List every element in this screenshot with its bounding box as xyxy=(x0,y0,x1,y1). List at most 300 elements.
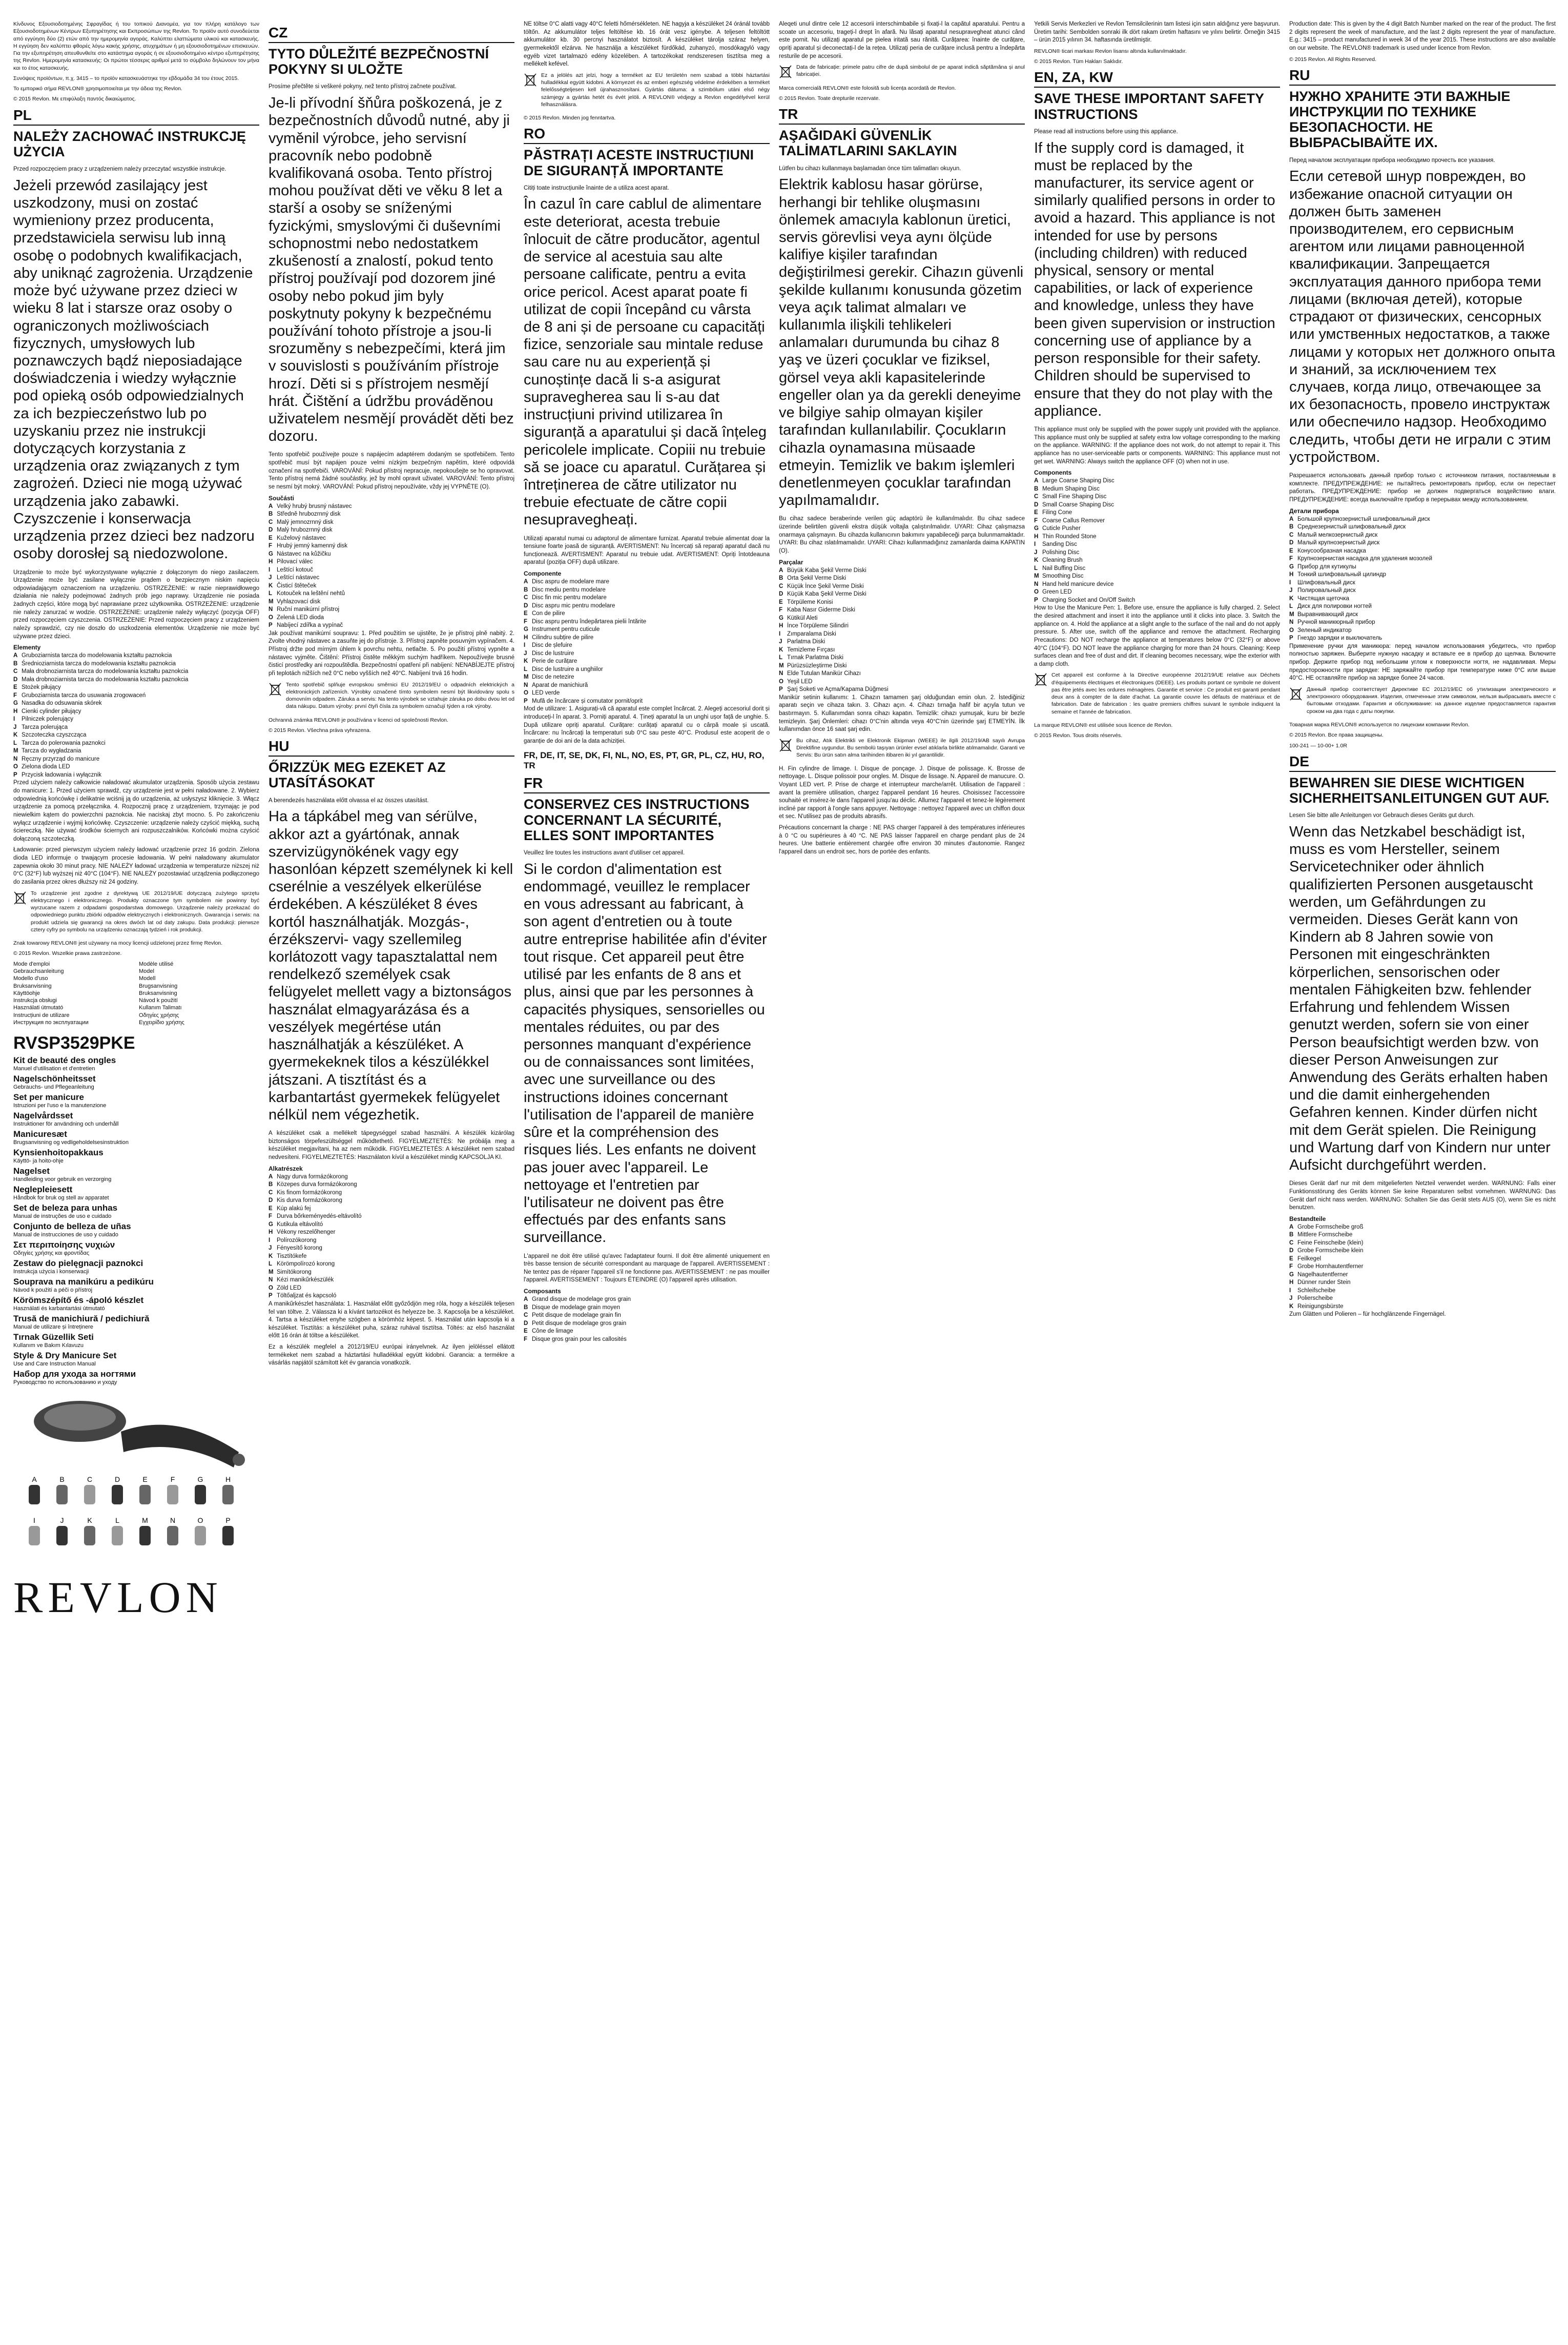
component-item xyxy=(779,654,1025,662)
component-label: Kutikula eltávolító xyxy=(277,1221,323,1228)
component-item xyxy=(269,1253,514,1261)
hu-copyright: © 2015 Revlon. Minden jog fenntartva. xyxy=(524,115,616,121)
component-label: Hrubý jemný kamenný disk xyxy=(277,543,348,549)
component-item xyxy=(1289,611,1556,619)
component-item xyxy=(1034,573,1280,581)
component-label: Körömpolírozó korong xyxy=(277,1261,335,1268)
greek-warranty-text: Κίνδυνος Εξουσιοδοτημένης Σφραγίδας ή του τοπικού Διανομέα, για τον πλήρη κατάλογο των Εξουσιοδοτημένων Κέντρων Εξυπηρέτησης και Εκπροσώπων της Revlon. Το προϊόν αυτό συνοδεύεται από εγγύηση δύο (2) ετών από την ημερομηνία αγοράς. Καλύπτει ελαττώματα υλικού και κατασκευής. Η εγγύηση δεν καλύπτει φθορές λόγω κακής χρήσης, ατυχημάτων ή μη εξουσιοδοτημένων επισκευών. Για την εξυπηρέτηση απευθυνθείτε στο κατάστημα αγοράς ή σε εξουσιοδοτημένο κέντρο εξυπηρέτησης της Revlon. Ημερομηνία κατασκευής: Οι πρώτοι τέσσερις αριθμοί μετά το σύμβολο δηλώνουν τον μήνα και το έτος κατασκευής. xyxy=(13,21,259,71)
component-letter: M xyxy=(13,748,18,755)
hu-language-code: HU xyxy=(269,738,290,755)
component-item xyxy=(1289,1287,1556,1295)
component-label: Чистящая щеточка xyxy=(1297,595,1349,602)
component-label: Nabíjecí zdířka a vypínač xyxy=(277,622,343,629)
hu-instructions-1: A készüléket csak a mellékelt tápegységgel szabad használni. A készülék kizárólag biztonságos törpefeszültséggel működtethető. FIGYELMEZTETÉS: Ne próbálja meg a készüléket megjavítani, ha az nem működik. FIGYELMEZTETÉS: A készüléket nem szabad nedvesíteni. FIGYELMEZTETÉS: Használaton kívül a készüléket mindig KAPCSOLJA KI. xyxy=(269,1130,514,1161)
component-label: Cienki cylinder piłujący xyxy=(22,708,81,715)
de-components-title: Bestandteile xyxy=(1289,1215,1326,1222)
model-language-item: Modello d'uso xyxy=(13,975,48,982)
greek-trademark: Το εμπορικό σήμα REVLON® χρησιμοποιείται με την άδεια της Revlon. xyxy=(13,86,182,92)
attachment-letter-label: J xyxy=(60,1516,64,1525)
component-label: Hand held manicure device xyxy=(1042,581,1114,587)
cz-copyright: © 2015 Revlon. Všechna práva vyhrazena. xyxy=(269,727,371,733)
component-item xyxy=(269,1173,514,1181)
product-name: Körömszépítő és -ápoló készlet xyxy=(13,1295,144,1306)
ru-instructions-2: Применение ручки для маникюра: перед началом использования убедитесь, что прибор полностью заряжен. Выберите нужную насадку и вставьте ее в прибор до щелчка. Включите прибор. Держите прибор под небольшим углом к поверхности ногтя, не надавливая. Меры предосторожности при зарядке: НЕ заряжайте прибор при температуре ниже 0°C или выше 40°C. НЕ оставляйте прибор на зарядке более 24 часов. xyxy=(1289,643,1556,682)
tr-instructions-1: Bu cihaz sadece beraberinde verilen güç adaptörü ile kullanılmalıdır. Bu cihaz sadece üzerinde belirtilen güvenli ekstra düşük voltajla çalıştırılmalıdır. UYARI: Cihaz çalışmazsa onarmaya çalışmayın. Bu cihazda kullanıcının bakımını yapabileceği parça bulunmamaktadır. UYARI: Bu cihaz ıslatılmamalıdır. UYARI: Cihazı kullanmadığınız zamanlarda daima KAPATIN (O). xyxy=(779,516,1025,554)
component-label: Büyük Kaba Şekil Verme Diski xyxy=(787,567,866,574)
greek-copyright: © 2015 Revlon. Με επιφύλαξη παντός δικαιώματος. xyxy=(13,96,136,103)
ro-continued: Aleqeti unul dintre cele 12 accesorii interschimbabile și fixați-l la capătul aparatului. Pentru a scoate un accesoriu, trageți-l drept în afară. Nu lăsați aparatul nesupravegheat atunci când este pornit. Nu utilizați aparatul pe pielea iritată sau rănită. Curățarea: înainte de curățare, opriți aparatul și deconectați-l de la rețea. Utilizați peria de curățare inclusă pentru a îndepărta resturile de pe accesorii. xyxy=(779,21,1025,59)
component-item xyxy=(13,716,259,724)
component-item xyxy=(524,650,770,658)
component-label: Malý jemnozrnný disk xyxy=(277,519,334,525)
component-label: Disc de șlefuire xyxy=(532,642,572,649)
en-language-code: EN, ZA, KW xyxy=(1034,69,1113,86)
product-subtitle: Gebrauchs- und Pflegeanleitung xyxy=(13,1084,94,1091)
component-letter: G xyxy=(269,550,273,557)
en-heading: SAVE THESE IMPORTANT SAFETY INSTRUCTIONS xyxy=(1034,91,1264,122)
ru-safety-warning: Если сетевой шнур поврежден, во избежание опасной ситуации он должен быть заменен производителем, его сервисным агентом или лицами равноценной квалификации. Запрещается эксплуатация данного прибора теми лицами (включая детей), которые страдают от физических, сенсорных или умственных недостатков, а также лицами у которых нет должного опыта и знаний, за исключением тех случаев, когда лицо, отвечающее за их безопасность, провело инструктаж или обеспечило надзор. Необходимо следить, чтобы дети не играли с этим устройством. xyxy=(1289,168,1556,465)
component-label: Малый мелкозернистый диск xyxy=(1297,532,1378,538)
component-letter: J xyxy=(1289,1295,1293,1302)
pl-disposal-block xyxy=(13,890,259,937)
tr-safety-warning: Elektrik kablosu hasar görürse, herhangi bir tehlike oluşmasını önlemek amacıyla kablonun üretici, servis görevlisi veya aynı ölçüde kalifiye kişiler tarafından değiştirilmesi gerekir. Cihazın güvenli şekilde kullanımı konusunda gözetim veya açık talimat almaları ve kullanımla ilişkili tehlikeleri anlamaları durumunda bu cihaz 8 yaş ve üzeri çocuklar ve fiziksel, görsel veya akli kapasitelerinde engeller olan ya da gerekli deneyime ve bilgiye sahip olmayan kişiler tarafından kullanılabilir. Çocukların cihazla oynamasına müsaade etmeyin. Temizlik ve bakım işlemleri denetlenmeyen çocuklar tarafından yapılmamalıdır. xyxy=(779,176,1024,509)
component-letter: B xyxy=(269,1181,273,1188)
component-letter: L xyxy=(524,666,528,672)
attachment-letter-label: E xyxy=(142,1475,148,1484)
component-item xyxy=(269,590,514,598)
component-label: Şarj Soketi ve Açma/Kapama Düğmesi xyxy=(787,686,889,693)
hu-components-title: Alkatrészek xyxy=(269,1165,303,1172)
component-letter: I xyxy=(1034,541,1036,548)
component-letter: L xyxy=(269,1261,273,1268)
component-item xyxy=(13,676,259,684)
component-letter: C xyxy=(13,668,18,675)
component-item xyxy=(779,678,1025,686)
component-item xyxy=(779,615,1025,623)
component-item xyxy=(524,578,770,586)
attachment-letter-label: M xyxy=(142,1516,148,1525)
component-label: Pilniczek polerujący xyxy=(22,716,73,723)
component-item xyxy=(1289,1239,1556,1248)
product-subtitle: Instruktioner för användning och underhåll xyxy=(13,1121,119,1128)
component-label: Tarcza polerująca xyxy=(22,724,68,730)
component-item xyxy=(779,686,1025,694)
column-4 xyxy=(779,21,1025,2324)
component-label: Küçük Kaba Şekil Verme Diski xyxy=(787,591,866,598)
component-label: Gruboziarnista tarcza do modelowania kształtu paznokcia xyxy=(22,652,172,659)
component-label: Disc aspru mic pentru modelare xyxy=(532,602,615,609)
component-item xyxy=(269,1213,514,1221)
fr-trademark: La marque REVLON® est utilisée sous licence de Revlon. xyxy=(1034,722,1173,728)
component-label: Nail Buffing Disc xyxy=(1042,565,1086,572)
component-label: LED verde xyxy=(532,690,560,697)
language-list: FR, DE, IT, SE, DK, FI, NL, NO, ES, PT, GR, PL, CZ, HU, RO, TR xyxy=(524,750,765,771)
attachment-letter-label: F xyxy=(170,1475,175,1484)
fr-copyright: © 2015 Revlon. Tous droits réservés. xyxy=(1034,732,1123,739)
component-item xyxy=(269,1269,514,1277)
tr-disposal-block xyxy=(779,737,1025,762)
component-item xyxy=(13,660,259,668)
ro-instructions-2: Mod de utilizare: 1. Asigurați-vă că aparatul este complet încărcat. 2. Alegeți accesoriul dorit și introduceți-l în aparat. 3. Porniți aparatul. 4. Țineți aparatul la un unghi ușor față de unghie. 5. După utilizare opriți aparatul. Curățare: curățați aparatul cu o cârpă moale și uscată. Încărcare: nu încărcați la temperaturi sub 0°C sau peste 40°C. Produsul este acoperit de o garanție de doi ani de la data achiziției. xyxy=(524,706,770,744)
ro-intro: Citiți toate instrucțiunile înainte de a utiliza acest aparat. xyxy=(524,185,669,191)
component-item xyxy=(1289,516,1556,524)
component-letter: A xyxy=(524,579,528,585)
component-item xyxy=(524,698,770,706)
component-letter: G xyxy=(1034,525,1039,532)
en-components-list xyxy=(1034,477,1280,604)
component-item xyxy=(269,598,514,606)
component-label: Kézi manikűrkészülék xyxy=(277,1277,334,1283)
fr-language-code: FR xyxy=(524,775,543,791)
product-name: Kit de beauté des ongles xyxy=(13,1055,116,1066)
component-label: Kúp alakú fej xyxy=(277,1205,311,1212)
component-item xyxy=(1289,1263,1556,1271)
greek-date-text: Συνόψεις προϊόντων, π.χ. 3415 – το προϊόν κατασκευάστηκε την εβδομάδα 34 του έτους 2015. xyxy=(13,75,239,81)
component-letter: I xyxy=(779,630,781,637)
attachment-letter-label: P xyxy=(225,1516,231,1525)
column-6 xyxy=(1289,21,1556,2324)
component-label: Tarcza do polerowania paznokci xyxy=(22,740,106,746)
component-letter: I xyxy=(524,642,526,649)
component-item xyxy=(13,771,259,780)
component-item xyxy=(1034,533,1280,541)
component-label: Cuticle Pusher xyxy=(1042,525,1081,532)
component-letter: M xyxy=(1289,611,1294,618)
pl-components-title: Elementy xyxy=(13,644,41,651)
component-label: Pürüzsüzleştirme Diski xyxy=(787,662,847,669)
component-item xyxy=(1289,635,1556,643)
component-letter: H xyxy=(1034,533,1039,540)
product-name: Manicuresæt xyxy=(13,1129,67,1139)
component-item xyxy=(13,708,259,716)
component-letter: C xyxy=(1289,532,1294,538)
component-label: Nagelhautentferner xyxy=(1297,1271,1348,1278)
product-name: Nagelvårdsset xyxy=(13,1111,73,1121)
component-letter: G xyxy=(1289,563,1294,570)
component-letter: P xyxy=(13,771,17,778)
component-letter: C xyxy=(1289,1239,1294,1246)
tr-intro: Lütfen bu cihazı kullanmaya başlamadan önce tüm talimatları okuyun. xyxy=(779,165,961,172)
component-item xyxy=(269,582,514,590)
crossed-bin-icon xyxy=(1289,686,1303,701)
component-label: Yeşil LED xyxy=(787,678,813,685)
component-label: Nasadka do odsuwania skórek xyxy=(22,700,102,707)
model-languages-grid xyxy=(13,961,259,1027)
model-language-item: Bruksanvisning xyxy=(139,990,177,996)
component-label: Disc aspru de modelare mare xyxy=(532,579,609,585)
component-item xyxy=(13,692,259,700)
component-item xyxy=(13,763,259,771)
component-letter: C xyxy=(524,595,528,601)
component-item xyxy=(524,658,770,666)
component-letter: J xyxy=(269,1245,272,1252)
component-item xyxy=(1034,517,1280,525)
component-letter: K xyxy=(1289,595,1294,602)
component-label: Nástavec na kůžičku xyxy=(277,550,331,557)
component-label: Vyhlazovací disk xyxy=(277,598,321,605)
tr-instructions-2: Manikür setinin kullanımı: 1. Cihazın tamamen şarj olduğundan emin olun. 2. İstediğiniz aparatı seçin ve cihaza takın. 3. Cihazı açın. 4. Cihazı tırnağa hafif bir açıyla tutun ve bastırmayın. 5. Kullanımdan sonra cihazı kapatın. Temizlik: cihazı yumuşak, kuru bir bezle temizleyin. Şarj Önlemleri: cihazı 0°C'nin altında veya 40°C'nin üzerinde şarj ETMEYİN. İlk kullanımdan önce 16 saat şarj edin. xyxy=(779,694,1025,733)
component-item xyxy=(1289,587,1556,595)
component-letter: I xyxy=(1289,579,1291,586)
component-letter: A xyxy=(779,567,783,574)
component-item xyxy=(524,666,770,674)
component-label: Con de pilire xyxy=(532,610,565,617)
component-item xyxy=(1289,1255,1556,1263)
pl-language-code: PL xyxy=(13,107,32,123)
product-name: Style & Dry Manicure Set xyxy=(13,1351,117,1361)
component-label: Leštící kotouč xyxy=(277,566,313,573)
component-item xyxy=(269,1221,514,1229)
component-label: Perie de curățare xyxy=(532,658,577,665)
component-letter: I xyxy=(269,1237,271,1243)
component-label: Ручной маникюрный прибор xyxy=(1297,619,1375,626)
component-letter: O xyxy=(13,764,18,770)
component-item xyxy=(269,1276,514,1284)
pl-instructions-3: Ładowanie: przed pierwszym użyciem należy ładować urządzenie przez 16 godzin. Zielona dioda LED informuje o trwającym procesie ładowania. W pełni naładowany akumulator zapewnia około 30 minut pracy. NIE NALEŻY ładować urządzenia w temperaturze niższej niż 0°C (32°F) lub wyższej niż 40°C (104°F). NIE NALEŻY pozostawiać urządzenia podłączonego do zasilania przez okres dłuższy niż 24 godziny. xyxy=(13,847,259,885)
hu-disposal-text: Ez a jelölés azt jelzi, hogy a terméket az EU területén nem szabad a többi háztartási hulladékkal együtt kidobni. A környezet és az emberi egészség védelme érdekében a terméket felelősségteljesen kell újrahasznosítani. Gyártás dátuma: a szimbólum utáni első négy számjegy a gyártás hetét és évét jelöli. A REVLON® védjegy a Revlon engedélyével kerül felhasználásra. xyxy=(541,72,770,108)
product-subtitle: Manual de instrucciones de uso y cuidado xyxy=(13,1232,118,1238)
component-label: Kuželový nástavec xyxy=(277,535,326,541)
component-label: Kotouček na leštění nehtů xyxy=(277,590,345,597)
component-label: Тонкий шлифовальный цилиндр xyxy=(1297,572,1387,578)
hu-disposal-block xyxy=(524,72,770,111)
model-language-item: Mode d'emploi xyxy=(13,961,50,967)
component-item xyxy=(269,614,514,622)
attachment-letter-label: O xyxy=(197,1516,203,1525)
model-language-item: Εγχειρίδιο χρήσης xyxy=(139,1019,184,1026)
pl-trademark: Znak towarowy REVLON® jest używany na mocy licencji udzielonej przez firmę Revlon. xyxy=(13,940,223,947)
component-letter: A xyxy=(269,1173,273,1180)
component-letter: N xyxy=(1034,581,1039,587)
component-letter: G xyxy=(13,700,18,707)
component-item xyxy=(524,602,770,610)
cz-components-title: Součásti xyxy=(269,494,295,502)
crossed-bin-icon xyxy=(269,681,282,697)
model-language-item: Gebrauchsanleitung xyxy=(13,968,64,974)
component-label: Ręczny przyrząd do manicure xyxy=(22,756,100,762)
component-item xyxy=(1289,1231,1556,1239)
component-item xyxy=(269,535,514,543)
component-item xyxy=(269,1181,514,1189)
ro-instructions-1: Utilizați aparatul numai cu adaptorul de alimentare furnizat. Aparatul trebuie alimentat doar la tensiune foarte joasă de siguranță. AVERTISMENT: Nu încercați să reparați aparatul dacă nu funcționează. AVERTISMENT: Aparatul nu trebuie udat. AVERTISMENT: Opriți întotdeauna aparatul (poziția OFF) după utilizare. xyxy=(524,535,770,566)
component-label: Instrument pentru cuticule xyxy=(532,626,600,633)
component-letter: E xyxy=(1034,509,1038,516)
component-item xyxy=(269,1229,514,1237)
component-item xyxy=(269,1292,514,1300)
component-label: Green LED xyxy=(1042,589,1072,596)
component-label: Feilkegel xyxy=(1297,1255,1322,1262)
component-item xyxy=(779,575,1025,583)
component-label: Polierscheibe xyxy=(1297,1295,1333,1302)
attachment-letter-label: B xyxy=(59,1475,65,1484)
fr-intro: Veuillez lire toutes les instructions avant d'utiliser cet appareil. xyxy=(524,850,685,857)
product-subtitle: Manual de utilizare și întreținere xyxy=(13,1324,93,1331)
component-letter: H xyxy=(269,559,273,565)
component-item xyxy=(1289,563,1556,572)
component-label: Stożek piłujący xyxy=(22,684,61,691)
component-item xyxy=(1034,597,1280,605)
component-item xyxy=(1289,555,1556,563)
product-name: Set per manicure xyxy=(13,1092,84,1103)
section-divider xyxy=(1034,87,1280,88)
component-item xyxy=(269,550,514,559)
component-item xyxy=(779,567,1025,575)
product-name: Nagelset xyxy=(13,1166,50,1176)
component-label: Medium Shaping Disc xyxy=(1042,485,1100,492)
section-divider xyxy=(524,792,770,793)
en-instructions-2: How to Use the Manicure Pen: 1. Before use, ensure the appliance is fully charged. 2. Select the desired attachment and insert it into the appliance until it clicks into place. 3. Switch the appliance on. 4. Hold the appliance at a slight angle to the surface of the nail and do not apply pressure. 5. After use, switch off the appliance and remove the attachment. Recharging Precautions: DO NOT recharge the appliance at temperatures below 0°C (32°F) or above 40°C (104°F). DO NOT leave the appliance charging for more than 24 hours. Cleaning: Keep surfaces clean and free of dust and dirt. If cleaning becomes necessary, wipe the exterior with a damp cloth. xyxy=(1034,605,1280,667)
component-letter: P xyxy=(1034,597,1038,603)
cz-disposal-text: Tento spotřebič splňuje evropskou směrnici EU 2012/19/EU o odpadních elektrických a elektronických zařízeních. Výrobky označené tímto symbolem nesmí být likvidovány spolu s domovním odpadem. Záruka a servis: Na tento výrobek se vztahuje záruka po dobu dvou let od data nákupu. Datum výroby: první čtyři čísla za symbolem označují týden a rok výroby. xyxy=(286,681,514,710)
component-label: Törpüleme Konisi xyxy=(787,599,833,605)
component-item xyxy=(1034,509,1280,517)
attachment-letter-label: H xyxy=(225,1475,231,1484)
component-item xyxy=(13,668,259,676)
component-label: Zöld LED xyxy=(277,1284,301,1291)
cz-language-code: CZ xyxy=(269,25,288,40)
component-letter: H xyxy=(1289,572,1294,578)
product-subtitle: Kullanım ve Bakım Kılavuzu xyxy=(13,1342,84,1349)
pl-instructions-1: Urządzenie to może być wykorzystywane wyłącznie z dołączonym do niego zasilaczem. Urządzenie może być zasilane wyłącznie prądem o bezpiecznym niskim napięciu odpowiadającym oznaczeniom na urządzeniu. OSTRZEŻENIE: w razie nieprawidłowego działania nie należy podejmować żadnych prób jego naprawy. Urządzenie nie posiada żadnych części, które mogą być naprawiane przez użytkownika. OSTRZEŻENIE: urządzenie nie należy zanurzać w wodzie. OSTRZEŻENIE: urządzenie należy wyłączyć (pozycja OFF) przed rozpoczęciem czyszczenia. OSTRZEŻENIE: Przed rozpoczęciem pracy z urządzeniem należy sprawdzić, czy nie doszło do uszkodzenia elementów. Urządzenie nie może być używane przez dzieci. xyxy=(13,569,259,640)
component-letter: N xyxy=(779,670,783,677)
de-heading: BEWAHREN SIE DIESE WICHTIGEN SICHERHEITSANLEITUNGEN GUT AUF. xyxy=(1289,774,1550,806)
component-letter: C xyxy=(269,519,273,525)
component-letter: B xyxy=(1289,524,1294,531)
component-item xyxy=(1289,532,1556,540)
product-name: Neglepleiesett xyxy=(13,1185,73,1195)
component-letter: M xyxy=(1034,573,1039,580)
fr-safety-warning: Si le cordon d'alimentation est endommagé, veuillez le remplacer en vous adressant au fabricant, à son agent d'entretien ou à toute autre entreprise habilitée afin d'éviter tout risque. Cet appareil peut être utilisé par les enfants de 8 ans et plus, ainsi que par les personnes à capacités physiques, sensorielles ou mentales réduites, ou par des personnes manquant d'expérience ou de connaissances sont limitées, avec une surveillance ou des instructions idoines concernant l'utilisation de l'appareil de manière sûre et la compréhension des risques liés. Les enfants ne doivent pas jouer avec l'appareil. Le nettoyage et l'entretien par l'utilisateur ne doivent pas être effectués par des enfants sans surveillance. xyxy=(524,861,767,1246)
component-letter: F xyxy=(1034,517,1038,524)
component-item xyxy=(269,526,514,535)
ru-code: 100-241 — 10-00+ 1.0R xyxy=(1289,742,1347,749)
ru-intro: Перед началом эксплуатации прибора необходимо прочесть все указания. xyxy=(1289,157,1495,164)
component-label: Конусообразная насадка xyxy=(1297,547,1366,554)
component-label: Schleifscheibe xyxy=(1297,1287,1336,1294)
component-item xyxy=(524,1328,770,1336)
component-item xyxy=(1034,501,1280,509)
component-item xyxy=(269,519,514,527)
component-label: Küçük İnce Şekil Verme Diski xyxy=(787,583,864,589)
component-item xyxy=(779,622,1025,630)
fr-continued: H. Fin cylindre de limage. I. Disque de ponçage. J. Disque de polissage. K. Brosse de nettoyage. L. Disque polissoir pour ongles. M. Disque de lissage. N. Appareil de manucure. O. Voyant LED vert. P. Prise de charge et interrupteur marche/arrêt. Utilisation de l'appareil : avant la première utilisation, chargez l'appareil pendant 16 heures. Choisissez l'accessoire souhaité et insérez-le dans l'appareil jusqu'au déclic. Allumez l'appareil et tenez-le légèrement incliné par rapport à l'ongle sans appuyer. Nettoyage : nettoyez l'appareil avec un chiffon doux et sec. N'utilisez pas de produits abrasifs. xyxy=(779,765,1025,820)
component-item xyxy=(524,618,770,626)
component-item xyxy=(13,724,259,732)
component-label: Гнездо зарядки и выключатель xyxy=(1297,635,1383,642)
component-item xyxy=(524,594,770,602)
component-letter: M xyxy=(269,598,274,605)
component-label: Zelená LED dioda xyxy=(277,614,324,621)
component-label: Leštící nástavec xyxy=(277,575,320,581)
attachment-shape xyxy=(167,1485,178,1504)
component-item xyxy=(269,1189,514,1197)
component-letter: I xyxy=(1289,1287,1291,1294)
product-name: Nagelschönheitsset xyxy=(13,1074,96,1084)
ru-heading: НУЖНО ХРАНИТЕ ЭТИ ВАЖНЫЕ ИНСТРУКЦИИ ПО ТЕХНИКЕ БЕЗОПАСНОСТИ. НЕ ВЫБРАСЫВАЙТЕ ИХ. xyxy=(1289,88,1511,151)
en-continued: Production date: This is given by the 4 digit Batch Number marked on the rear of the product. The first 2 digits represent the week of manufacture, and the last 2 digits represent the year of manufacture. E.g.: 3415 – product manufactured in week 34 of the year 2015. These instructions are also available on our website. The REVLON® trademark is used under licence from Revlon. xyxy=(1289,21,1556,51)
de-intro: Lesen Sie bitte alle Anleitungen vor Gebrauch dieses Geräts gut durch. xyxy=(1289,812,1475,819)
component-label: Közepes durva formázókorong xyxy=(277,1181,357,1188)
product-name: Trusă de manichiură / pedichiură xyxy=(13,1314,150,1324)
component-letter: B xyxy=(1289,1232,1294,1238)
component-letter: K xyxy=(13,732,18,739)
component-item xyxy=(269,1284,514,1293)
en-instructions-1: This appliance must only be supplied with the power supply unit provided with the appliance. This appliance must only be supplied at safety extra low voltage corresponding to the marking on the appliance. WARNING: If the appliance does not work, do not attempt to repair it. This appliance has no user-serviceable parts or components. WARNING: This appliance must not get wet. WARNING: Always switch the appliance OFF (O) when not in use. xyxy=(1034,426,1280,465)
component-label: Tırnak Parlatma Diski xyxy=(787,655,843,661)
component-item xyxy=(13,740,259,748)
model-language-item: Használati útmutató xyxy=(13,1005,64,1011)
hu-heading: ŐRIZZÜK MEG EZEKET AZ UTASÍTÁSOKAT xyxy=(269,760,446,791)
component-item xyxy=(13,747,259,756)
component-item xyxy=(269,1205,514,1213)
section-divider xyxy=(269,756,514,757)
pl-instructions-2: Przed użyciem należy całkowicie naładować akumulator urządzenia. Sposób użycia zestawu do manicure: 1. Przed użyciem sprawdź, czy urządzenie jest w pełni naładowane. 2. Wybierz odpowiednią końcówkę i delikatnie wciśnij ją do urządzenia, aż usłyszysz kliknięcie. 3. Włącz urządzenie za pomocą przełącznika. 4. Rozpocznij pracę z urządzeniem, trzymając je pod niewielkim kątem do powierzchni paznokcia. Nie naciskaj zbyt mocno. 5. Po zakończeniu wyłącz urządzenie i wyjmij końcówkę. Czyszczenie: urządzenie należy czyścić miękką, suchą ściereczką. Nie używać środków ściernych ani rozpuszczalników. Końcówki można czyścić dołączoną szczoteczką. xyxy=(13,780,259,842)
component-label: Disc de lustruire a unghiilor xyxy=(532,666,603,672)
component-label: Sanding Disc xyxy=(1042,541,1077,548)
component-label: Gruboziarnista tarcza do usuwania zrogowaceń xyxy=(22,692,146,699)
component-label: Durva bőrkeményedés-eltávolító xyxy=(277,1213,362,1220)
component-label: Zımparalama Diski xyxy=(787,630,836,637)
hu-continued: NE töltse 0°C alatti vagy 40°C feletti hőmérsékleten. NE hagyja a készüléket 24 óránál tovább töltőn. Az akkumulátor teljes feltöltése kb. 16 órát vesz igénybe. A teljesen feltöltött akkumulátor kb. 30 percnyi használatot biztosít. A készüléket tárolja száraz helyen, gyermekektől elzárva. Ne használja a készüléket fürdőkád, zuhanyzó, mosdókagyló vagy egyéb vizet tartalmazó edény közelében. A tartozékokat rendszeresen tisztítsa meg a mellékelt kefével. xyxy=(524,21,770,68)
component-letter: O xyxy=(779,678,783,685)
component-letter: E xyxy=(1289,547,1293,554)
attachment-shape xyxy=(222,1485,234,1504)
product-subtitle: Use and Care Instruction Manual xyxy=(13,1361,96,1368)
component-letter: H xyxy=(524,634,528,641)
component-item xyxy=(524,682,770,690)
ro-components-list xyxy=(524,578,770,705)
section-divider xyxy=(1289,85,1556,86)
component-item xyxy=(269,511,514,519)
component-label: Disque de modelage grain moyen xyxy=(532,1304,620,1311)
attachment-shape xyxy=(139,1485,151,1504)
attachment-letter-label: K xyxy=(87,1516,92,1525)
component-item xyxy=(1289,571,1556,579)
component-label: Tisztítókefe xyxy=(277,1253,307,1259)
attachment-shape xyxy=(222,1526,234,1545)
component-label: Большой крупнозернистый шлифовальный диск xyxy=(1297,516,1430,522)
component-letter: D xyxy=(524,602,528,609)
component-label: Mała drobnoziarnista tarcza do modelowania kształtu paznokcia xyxy=(22,676,189,683)
component-item xyxy=(13,731,259,740)
component-letter: H xyxy=(779,623,783,629)
component-letter: F xyxy=(779,607,783,614)
component-label: Grobe Formscheibe klein xyxy=(1297,1248,1364,1254)
ru-copyright: © 2015 Revlon. Все права защищены. xyxy=(1289,732,1384,739)
component-letter: P xyxy=(1289,635,1293,642)
ru-components-list xyxy=(1289,516,1556,643)
crossed-bin-icon xyxy=(524,72,537,87)
component-label: Petit disque de modelage grain fin xyxy=(532,1312,621,1319)
component-label: Kaba Nasır Giderme Diski xyxy=(787,607,855,614)
component-letter: J xyxy=(1034,549,1038,556)
component-item xyxy=(524,586,770,595)
ro-disposal-block xyxy=(779,64,1025,81)
component-letter: D xyxy=(1289,540,1294,546)
component-label: Disque gros grain pour les callosités xyxy=(532,1336,627,1342)
component-letter: M xyxy=(779,662,784,669)
hu-instructions-2: A manikűrkészlet használata: 1. Használat előtt győződjön meg róla, hogy a készülék teljesen fel van töltve. 2. Válassza ki a kívánt tartozékot és helyezze be. 3. Kapcsolja be a készüléket. 4. Tartsa a készüléket enyhe szögben a körömhöz képest. 5. Használat után kapcsolja ki a készüléket. Tisztítás: a készüléket puha, száraz ruhával tisztítsa. Töltés: az első használat előtt 16 órán át töltse a készüléket. xyxy=(269,1300,514,1339)
component-label: Mufă de încărcare și comutator pornit/oprit xyxy=(532,698,643,704)
component-label: Zielona dioda LED xyxy=(22,764,70,770)
component-label: Velký hrubý brusný nástavec xyxy=(277,503,352,509)
hu-instructions-3: Ez a készülék megfelel a 2012/19/EU európai irányelvnek. Az ilyen jelöléssel ellátott termékeket nem szabad a háztartási hulladékkal együtt kidobni. Garancia: a termékre a vásárlás napjától számított két év garancia vonatkozik. xyxy=(269,1344,514,1367)
hu-safety-warning: Ha a tápkábel meg van sérülve, akkor azt a gyártónak, annak szervizügynökének vagy egy hasonlóan képzett személynek ki kell cserélnie a veszélyek elkerülése érdekében. A készüléket 8 éves kortól használhatják. Mozgás-, érzékszervi- vagy szellemileg korlátozott vagy tapasztalattal nem rendelkező személyek csak felügyelet mellett vagy a biztonságos használat elmagyarázása és a veszélyek megértése után használhatják a készüléket. A gyermekeknek tilos a készülékkel játszani. A tisztítást és a karbantartást gyermekek felügyelet nélkül nem végezhetik. xyxy=(269,808,513,1123)
attachment-shape xyxy=(84,1526,95,1545)
ru-trademark: Товарная марка REVLON® используется по лицензии компании Revlon. xyxy=(1289,721,1470,728)
component-label: Kis durva formázókorong xyxy=(277,1197,342,1204)
component-item xyxy=(1034,581,1280,589)
